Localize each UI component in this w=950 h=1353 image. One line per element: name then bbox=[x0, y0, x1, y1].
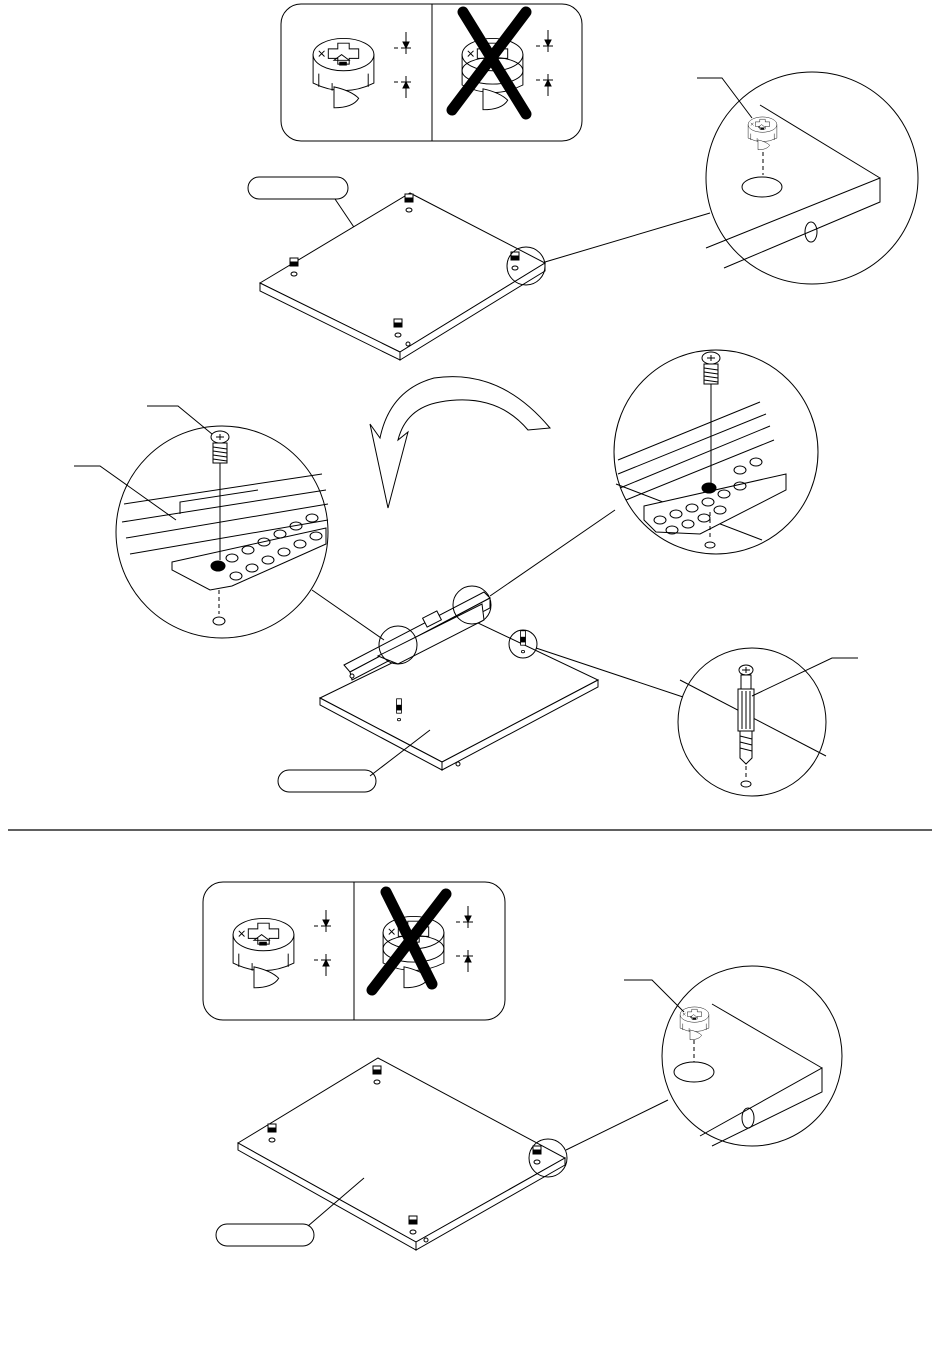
detail-circle-rail-right bbox=[490, 350, 818, 596]
detail-circle-dowel bbox=[678, 648, 858, 796]
cam-orientation-box-bottom bbox=[203, 882, 505, 1020]
callout-line bbox=[624, 980, 684, 1012]
bottom-step bbox=[203, 882, 842, 1250]
detail-circle-cam bbox=[697, 72, 918, 284]
detail-circle-rail-left bbox=[74, 406, 384, 640]
top-step bbox=[74, 4, 918, 796]
board-bottom-with-rail bbox=[320, 586, 686, 770]
board-third bbox=[238, 1058, 668, 1250]
board-top bbox=[260, 193, 710, 360]
cam-orientation-box-top bbox=[281, 4, 582, 141]
rotate-arrow-icon bbox=[370, 377, 550, 508]
detail-circle-cam-bottom bbox=[624, 966, 842, 1146]
